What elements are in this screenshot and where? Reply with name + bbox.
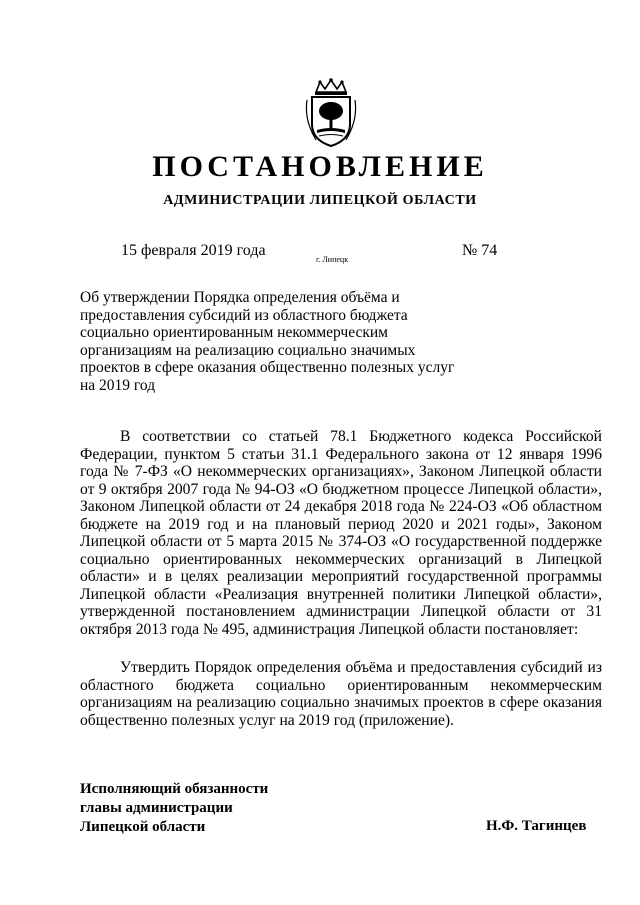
document-title: ПОСТАНОВЛЕНИЕ bbox=[152, 150, 488, 183]
signatory-name: Н.Ф. Тагинцев bbox=[486, 818, 587, 834]
document-issuer: АДМИНИСТРАЦИИ ЛИПЕЦКОЙ ОБЛАСТИ bbox=[163, 193, 477, 208]
body-paragraph-preamble: В соответствии со статьей 78.1 Бюджетного кодекса Российской Федерации, пунктом 5 статьи 31.1 Федерального закона от 12 января 1996 года № 7-ФЗ «О некоммерческих организациях», Законом Липецкой области от 9 октября 2007 года № 94-ОЗ «О бюджетном процессе Липецкой области», Законом Липецкой области от 24 декабря 2018 года № 224-ОЗ «Об областном бюджете на 2019 год и на плановый период 2020 и 2021 годы», Законом Липецкой области от 5 марта 2015 № 374-ОЗ «О государственной поддержке социально ориентированных некоммерческих организаций в Липецкой области» и в целях реализации мероприятий государственной программы Липецкой области «Реализация внутренней политики Липецкой области», утвержденной постановлением администрации Липецкой области от 31 октября 2013 года № 495, администрация Липецкой области постановляет: bbox=[80, 428, 602, 638]
document-subject bbox=[80, 289, 480, 394]
subject-line: социально ориентированным некоммерческим bbox=[80, 324, 388, 341]
subject-line: предоставления субсидий из областного бюджета bbox=[80, 306, 408, 324]
subject-line: проектов в сфере оказания общественно полезных услуг bbox=[80, 359, 455, 376]
document-number: № 74 bbox=[462, 242, 498, 259]
document-city: г. Липецк bbox=[316, 255, 349, 264]
document-date: 15 февраля 2019 года bbox=[121, 242, 266, 259]
body-paragraph-resolution: Утвердить Порядок определения объёма и предоставления субсидий из областного бюджета социально ориентированным некоммерческим организациям на реализацию социально значимых проектов в сфере оказания общественно полезных услуг на 2019 год (приложение). bbox=[80, 659, 602, 729]
subject-line: на 2019 год bbox=[80, 376, 156, 394]
subject-line: организациям на реализацию социально значимых bbox=[80, 341, 416, 359]
signatory-position bbox=[80, 780, 268, 837]
signatory-position-line: Исполняющий обязанности bbox=[80, 781, 269, 797]
signatory-position-line: Липецкой области bbox=[80, 819, 206, 835]
signatory-position-line: главы администрации bbox=[80, 800, 233, 816]
coat-of-arms-icon bbox=[302, 78, 360, 148]
subject-line: Об утверждении Порядка определения объёма и bbox=[80, 289, 400, 306]
